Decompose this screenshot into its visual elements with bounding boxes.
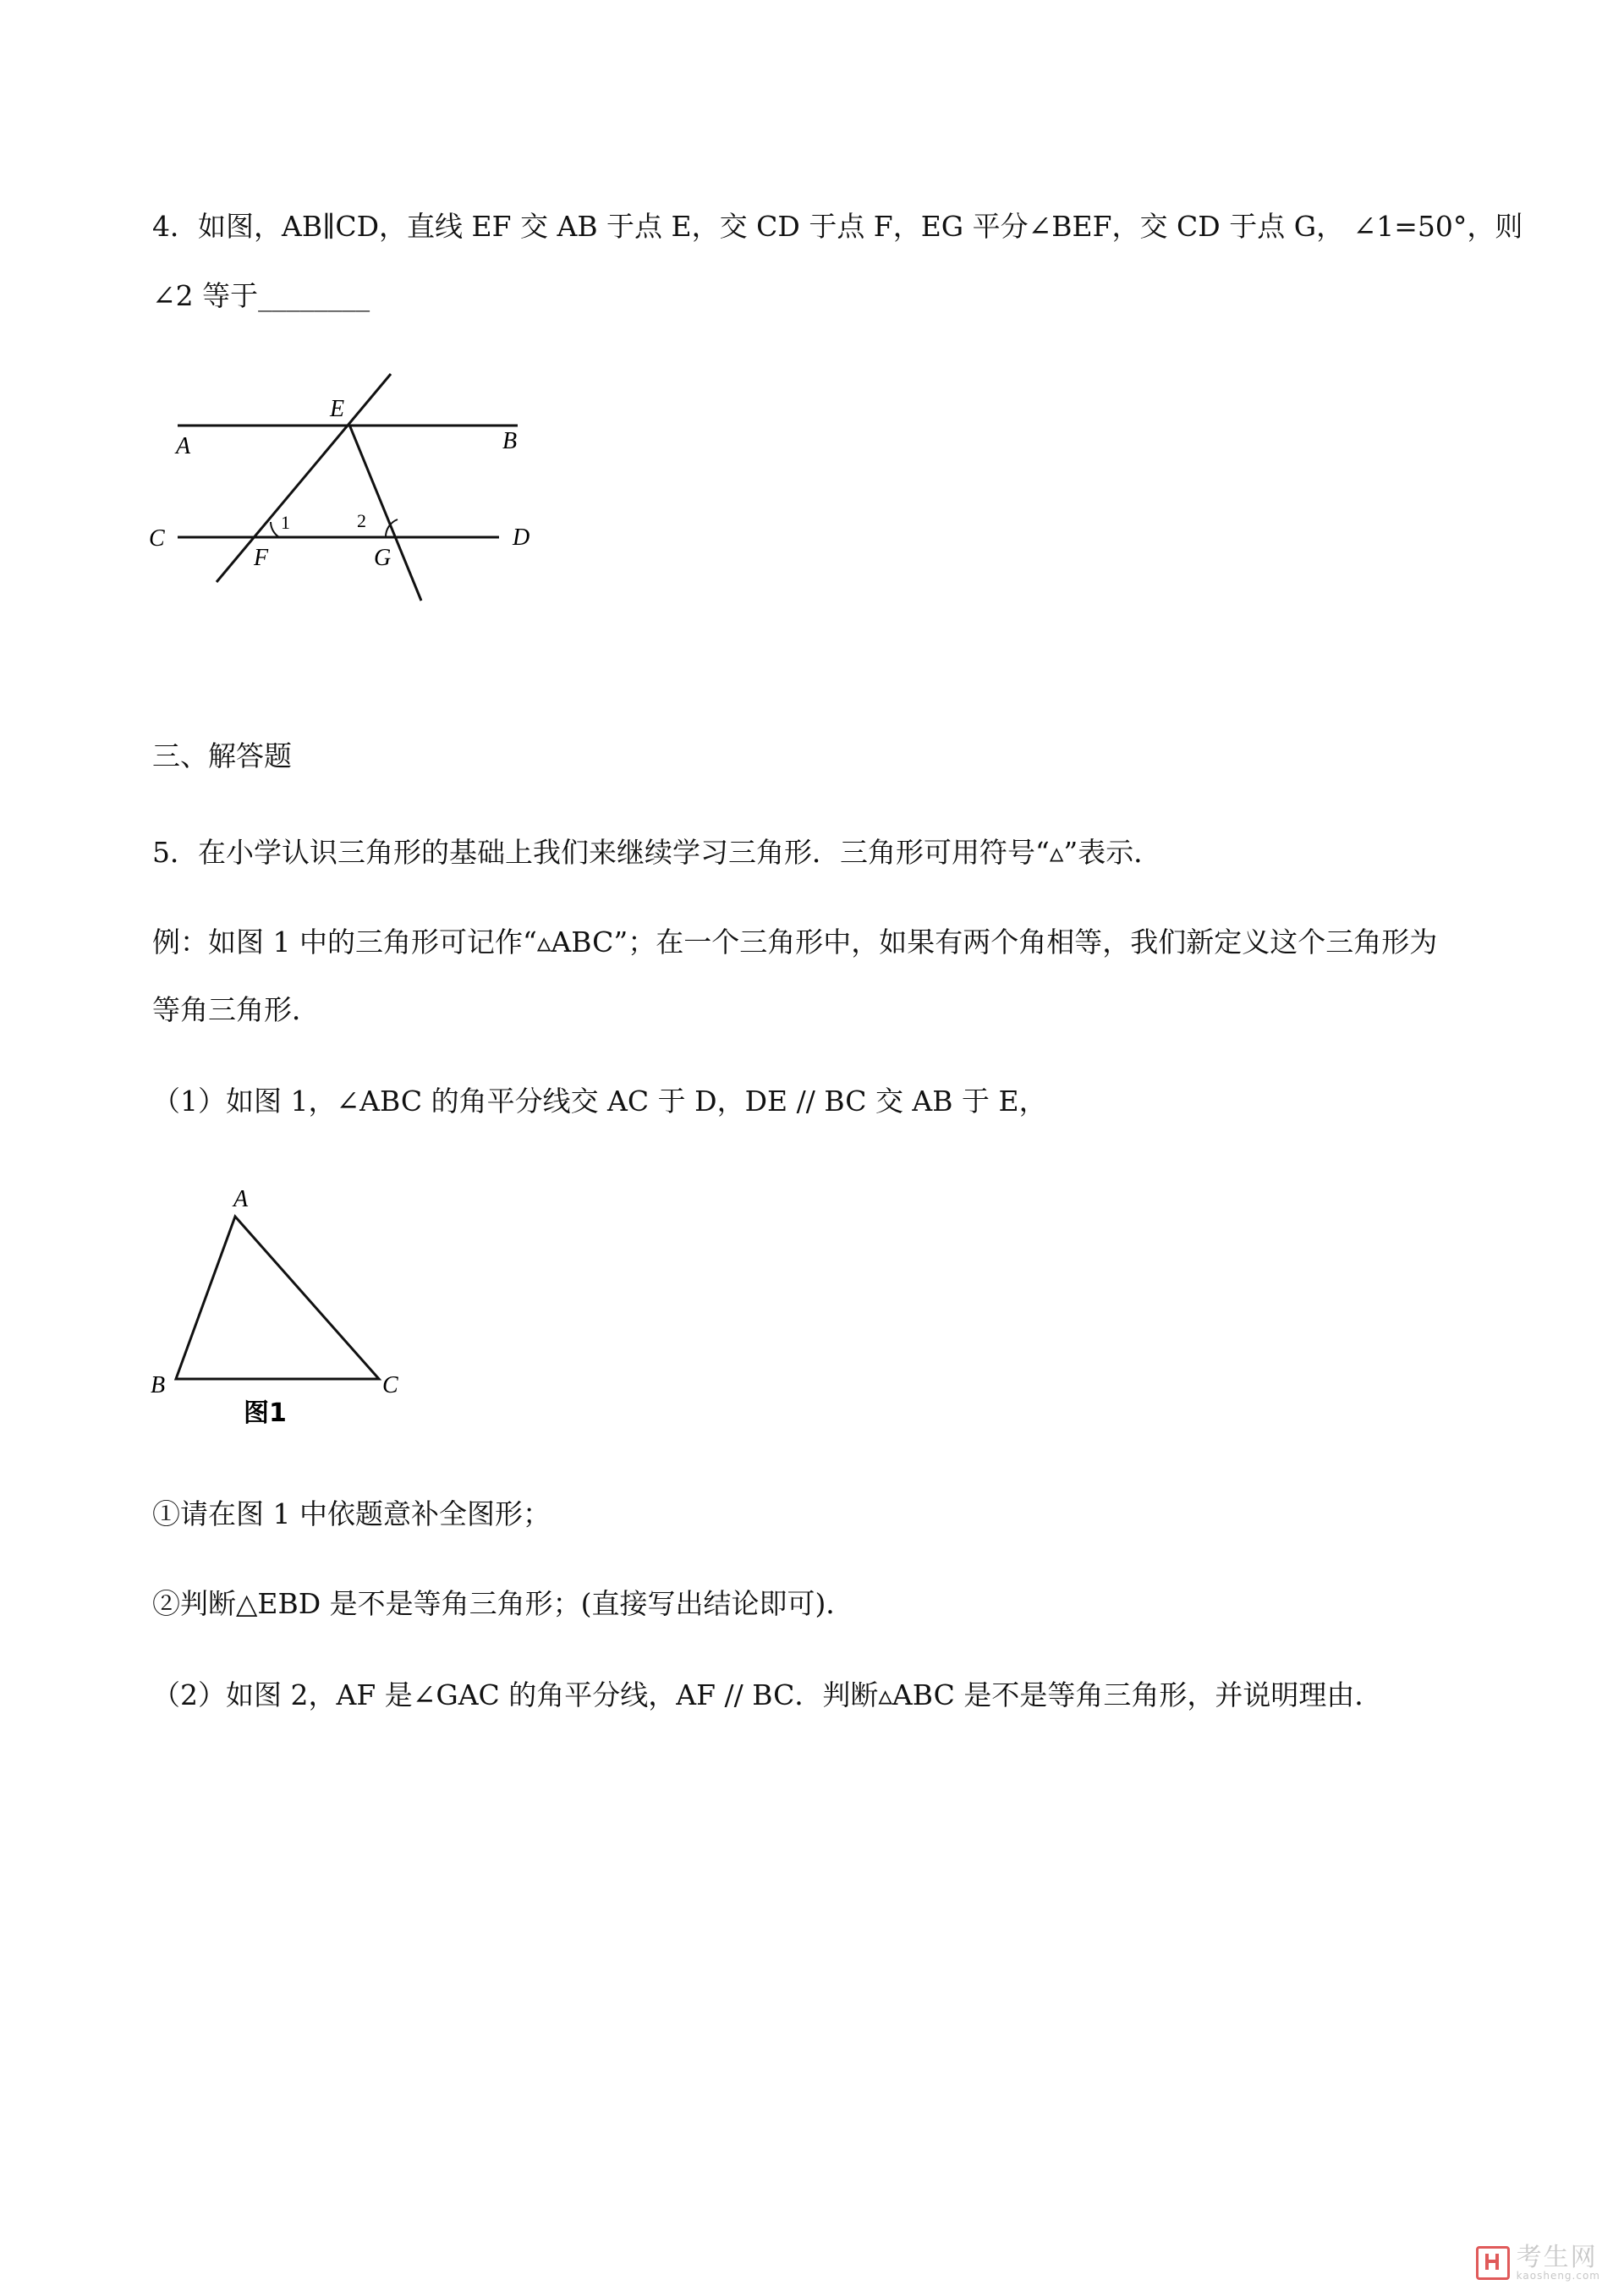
label-a: A	[176, 433, 191, 459]
label-d: D	[513, 525, 530, 551]
q5-example-line2: 等角三角形．	[152, 993, 320, 1026]
fig1-label-c: C	[382, 1372, 398, 1398]
q4-figure	[144, 364, 550, 609]
label-e: E	[330, 396, 345, 422]
label-f: F	[254, 545, 269, 571]
watermark-sub: kaosheng.com	[1516, 2270, 1600, 2282]
fig1-label-b: B	[151, 1372, 166, 1398]
q5-figure1	[144, 1176, 423, 1430]
q5-part2: （2）如图 2，AF 是∠GAC 的角平分线，AF // BC．判断▵ABC 是不是等角三角形，并说明理由．	[152, 1678, 1383, 1711]
q4-stem-line1: 4．如图，AB∥CD，直线 EF 交 AB 于点 E，交 CD 于点 F，EG 平分∠BEF，交 CD 于点 G， ∠1=50°，则	[152, 210, 1523, 243]
watermark	[1476, 2245, 1600, 2281]
line-ef	[217, 374, 391, 582]
fig1-label-a: A	[233, 1186, 249, 1212]
triangle-abc	[176, 1217, 379, 1379]
q4-stem-line2: ∠2 等于________	[152, 279, 370, 312]
watermark-main: 考生网	[1516, 2243, 1598, 2272]
q5-sub1: ①请在图 1 中依题意补全图形；	[152, 1497, 551, 1530]
angle1-arc	[271, 522, 279, 537]
label-c: C	[149, 525, 165, 552]
label-g: G	[374, 545, 392, 571]
section3-heading: 三、解答题	[152, 739, 292, 772]
kaosheng-logo-icon	[1476, 2246, 1510, 2280]
q5-part1: （1）如图 1，∠ABC 的角平分线交 AC 于 D，DE // BC 交 AB 于 E，	[152, 1085, 1047, 1118]
fig1-caption: 图1	[244, 1398, 287, 1428]
label-angle1: 1	[281, 512, 290, 533]
q5-intro: 5．在小学认识三角形的基础上我们来继续学习三角形．三角形可用符号“▵”表示．	[152, 836, 1162, 869]
label-b: B	[502, 428, 518, 454]
q5-sub2: ②判断△EBD 是不是等角三角形；(直接写出结论即可)．	[152, 1587, 854, 1620]
q5-example-line1: 例：如图 1 中的三角形可记作“▵ABC”；在一个三角形中，如果有两个角相等，我们新定义这个三角形为	[152, 926, 1438, 958]
label-angle2: 2	[357, 510, 366, 531]
